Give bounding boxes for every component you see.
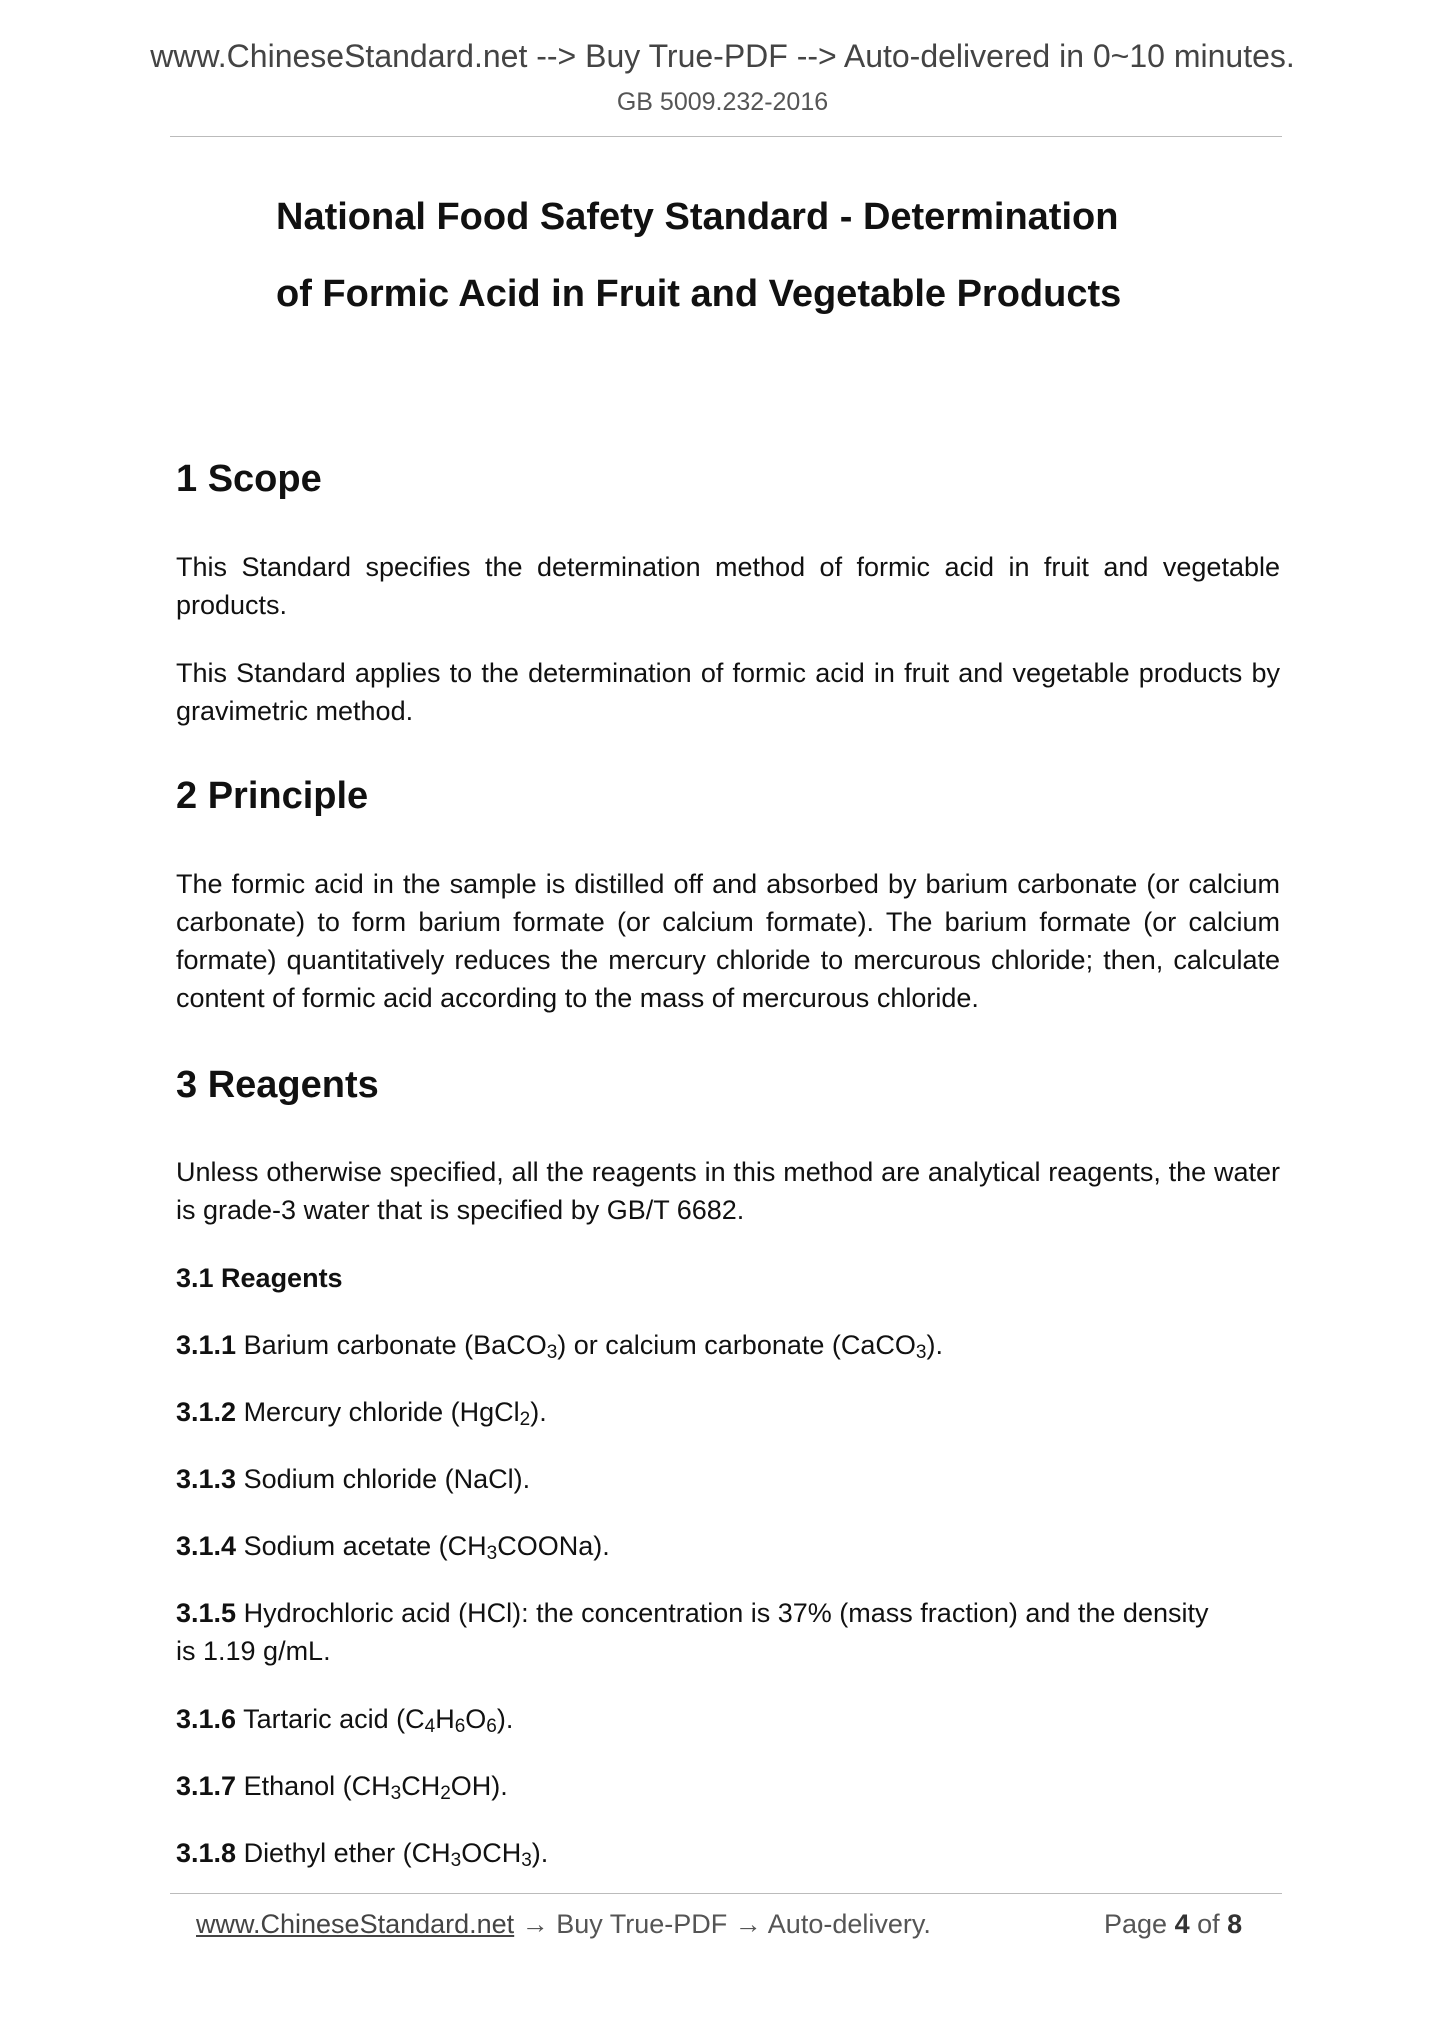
subscript: 2: [519, 1409, 531, 1430]
reagent-number: 3.1.8: [176, 1838, 237, 1868]
arrow-right-icon: →: [734, 1909, 762, 1939]
reagent-text: OCH: [461, 1838, 522, 1868]
subscript: 4: [424, 1716, 436, 1737]
reagent-text: COONa).: [497, 1531, 610, 1561]
standard-code: GB 5009.232-2016: [616, 88, 829, 116]
page-total: 8: [1227, 1909, 1243, 1939]
reagent-text: Hydrochloric acid (HCl): the concentration is 37% (mass fraction) and the density: [236, 1598, 1209, 1628]
reagent-text: Sodium acetate (CH: [236, 1531, 487, 1561]
reagent-item: [176, 1834, 548, 1872]
reagents-intro-paragraph: Unless otherwise specified, all the reagents in this method are analytical reagents, the water is grade-3 water that is specified by GB/T 6682.: [176, 1157, 1280, 1225]
reagent-text: O: [465, 1704, 487, 1734]
section-heading-principle: 2 Principle: [176, 775, 369, 817]
footer-divider: [170, 1893, 1282, 1894]
reagent-number: 3.1.4: [176, 1531, 237, 1561]
page-indicator: [1104, 1909, 1242, 1940]
reagent-number: 3.1.5: [176, 1598, 237, 1628]
reagent-text: Ethanol (CH: [236, 1771, 391, 1801]
document-title-line-2: of Formic Acid in Fruit and Vegetable Products: [276, 273, 1122, 315]
footer-buy-text[interactable]: Buy True-PDF: [556, 1909, 728, 1939]
reagent-text: ) or calcium carbonate (CaCO: [557, 1330, 916, 1360]
reagent-text: Tartaric acid (C: [236, 1704, 425, 1734]
reagent-text: ).: [530, 1397, 547, 1427]
scope-paragraph-1: This Standard specifies the determination method of formic acid in fruit and vegetable products.: [176, 552, 1280, 620]
subsection-heading-reagents: 3.1 Reagents: [176, 1263, 343, 1293]
reagent-text: Sodium chloride (NaCl).: [236, 1464, 531, 1494]
reagent-item: [176, 1767, 508, 1805]
header-divider: [170, 136, 1282, 137]
reagent-item: [176, 1326, 943, 1364]
scope-paragraph-2: This Standard applies to the determination of formic acid in fruit and vegetable products by gravimetric method.: [176, 658, 1280, 726]
reagent-text: ).: [496, 1704, 514, 1734]
subscript: 2: [440, 1783, 451, 1804]
reagent-text: ).: [531, 1838, 549, 1868]
page-label: Page: [1104, 1909, 1168, 1939]
subscript: 6: [486, 1716, 497, 1737]
header-url-line[interactable]: www.ChineseStandard.net --> Buy True-PDF --> Auto-delivered in 0~10 minutes.: [150, 38, 1295, 74]
arrow-right-icon: →: [521, 1909, 549, 1939]
footer-site-link[interactable]: www.ChineseStandard.net: [196, 1909, 515, 1939]
reagent-text: is 1.19 g/mL.: [176, 1636, 331, 1666]
footer-delivery-text: Auto-delivery.: [767, 1909, 931, 1939]
reagent-item: [176, 1393, 547, 1431]
subscript: 3: [521, 1850, 532, 1871]
reagent-number: 3.1.2: [176, 1397, 237, 1427]
section-heading-reagents: 3 Reagents: [176, 1064, 379, 1106]
section-heading-scope: 1 Scope: [176, 458, 322, 500]
reagent-text: Mercury chloride (HgCl: [236, 1397, 520, 1427]
reagent-text: CH: [401, 1771, 441, 1801]
subscript: 6: [454, 1716, 466, 1737]
reagent-text: Barium carbonate (BaCO: [236, 1330, 547, 1360]
page-current: 4: [1174, 1909, 1190, 1939]
reagent-number: 3.1.1: [176, 1330, 237, 1360]
reagent-number: 3.1.6: [176, 1704, 237, 1734]
reagent-number: 3.1.7: [176, 1771, 237, 1801]
subscript: 3: [486, 1543, 498, 1564]
footer-links: [196, 1909, 931, 1940]
reagent-text: Diethyl ether (CH: [236, 1838, 451, 1868]
reagent-text: ).: [926, 1330, 943, 1360]
subscript: 3: [450, 1850, 462, 1871]
principle-paragraph: The formic acid in the sample is distilled off and absorbed by barium carbonate (or calcium carbonate) to form barium formate (or calcium formate). The barium formate (or calcium formate) quantitatively reduces the mercury chloride to mercurous chloride; then, calculate content of formic acid according to the mass of mercurous chloride.: [176, 869, 1280, 1013]
reagent-text: OH).: [450, 1771, 508, 1801]
reagent-item: [176, 1527, 610, 1565]
subscript: 3: [390, 1783, 402, 1804]
page-of: of: [1197, 1909, 1220, 1939]
reagent-item: [176, 1460, 530, 1498]
subscript: 3: [915, 1342, 927, 1363]
reagent-item: [176, 1594, 1280, 1670]
subscript: 3: [546, 1342, 558, 1363]
reagent-text: H: [435, 1704, 455, 1734]
reagent-number: 3.1.3: [176, 1464, 237, 1494]
document-title-line-1: National Food Safety Standard - Determination: [276, 196, 1119, 238]
reagent-item: [176, 1700, 513, 1738]
